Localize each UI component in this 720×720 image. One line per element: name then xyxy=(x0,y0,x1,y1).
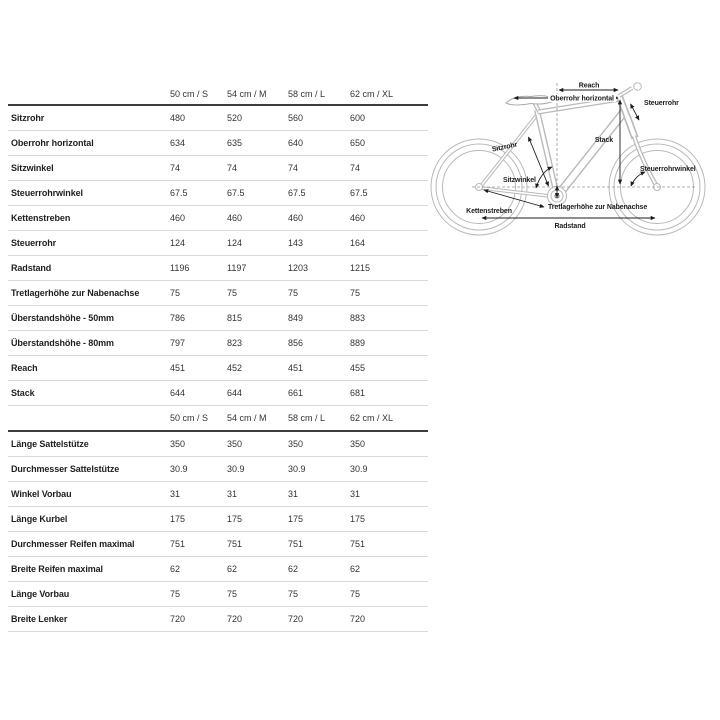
cell-value: 30.9 xyxy=(288,464,306,474)
cell-value: 164 xyxy=(350,238,366,248)
cell-value: 75 xyxy=(350,288,361,298)
cell-value: 124 xyxy=(227,238,243,248)
diagram-label-sitzwinkel: Sitzwinkel xyxy=(503,177,536,184)
cell-value: 350 xyxy=(170,439,186,449)
row-label: Tretlagerhöhe zur Nabenachse xyxy=(11,288,140,298)
cell-value: 815 xyxy=(227,313,243,323)
cell-value: 635 xyxy=(227,138,243,148)
diagram-label-radstand: Radstand xyxy=(554,223,586,230)
cell-value: 600 xyxy=(350,113,366,123)
diagram-label-tretlagerhoehe: Tretlagerhöhe zur Nabenachse xyxy=(548,204,648,211)
diagram-label-stack: Stack xyxy=(594,137,613,144)
cell-value: 350 xyxy=(227,439,243,449)
cell-value: 720 xyxy=(350,614,366,624)
cell-value: 30.9 xyxy=(227,464,245,474)
cell-value: 644 xyxy=(227,388,243,398)
cell-value: 124 xyxy=(170,238,186,248)
cell-value: 1196 xyxy=(170,263,190,273)
size-header-row xyxy=(8,406,428,432)
cell-value: 74 xyxy=(350,163,361,173)
table-row xyxy=(8,231,428,256)
cell-value: 751 xyxy=(350,539,366,549)
cell-value: 650 xyxy=(350,138,366,148)
diagram-label-steuerrohr: Steuerrohr xyxy=(644,100,679,107)
cell-value: 889 xyxy=(350,338,366,348)
cell-value: 451 xyxy=(170,363,186,373)
cell-value: 681 xyxy=(350,388,366,398)
table-row xyxy=(8,356,428,381)
cell-value: 661 xyxy=(288,388,304,398)
row-label: Überstandshöhe - 80mm xyxy=(11,338,114,348)
cell-value: 560 xyxy=(288,113,304,123)
table-row xyxy=(8,156,428,181)
cell-value: 883 xyxy=(350,313,366,323)
table-row xyxy=(8,181,428,206)
cell-value: 350 xyxy=(288,439,304,449)
row-label: Länge Vorbau xyxy=(11,589,70,599)
cell-value: 451 xyxy=(288,363,304,373)
table-row xyxy=(8,532,428,557)
diagram-label-kettenstreben: Kettenstreben xyxy=(466,208,512,215)
cell-value: 849 xyxy=(288,313,304,323)
cell-value: 175 xyxy=(227,514,243,524)
cell-value: 520 xyxy=(227,113,243,123)
cell-value: 452 xyxy=(227,363,243,373)
cell-value: 823 xyxy=(227,338,243,348)
size-column-header: 54 cm / M xyxy=(227,413,267,423)
table-row xyxy=(8,281,428,306)
row-label: Sitzrohr xyxy=(11,113,45,123)
diagram-label-steuerrohrwinkel: Steuerrohrwinkel xyxy=(640,166,696,173)
row-label: Kettenstreben xyxy=(11,213,71,223)
cell-value: 67.5 xyxy=(350,188,368,198)
cell-value: 31 xyxy=(350,489,361,499)
cell-value: 75 xyxy=(288,589,299,599)
cell-value: 786 xyxy=(170,313,186,323)
cell-value: 75 xyxy=(288,288,299,298)
cell-value: 30.9 xyxy=(350,464,368,474)
diagram-label-reach: Reach xyxy=(578,82,600,90)
cell-value: 31 xyxy=(170,489,181,499)
cell-value: 751 xyxy=(288,539,304,549)
cell-value: 460 xyxy=(227,213,243,223)
cell-value: 460 xyxy=(350,213,366,223)
cell-value: 67.5 xyxy=(288,188,306,198)
size-column-header: 50 cm / S xyxy=(170,88,209,99)
cell-value: 797 xyxy=(170,338,186,348)
cell-value: 634 xyxy=(170,138,186,148)
cell-value: 720 xyxy=(170,614,186,624)
size-column-header: 62 cm / XL xyxy=(350,413,394,423)
cell-value: 1203 xyxy=(288,263,309,273)
size-header-row xyxy=(8,83,428,106)
cell-value: 1197 xyxy=(227,263,247,273)
size-column-header: 62 cm / XL xyxy=(350,88,394,99)
table-row xyxy=(8,607,428,632)
geometry-table xyxy=(8,83,428,406)
table-row xyxy=(8,331,428,356)
cell-value: 350 xyxy=(350,439,366,449)
steuerrohrwinkel-arc xyxy=(631,172,645,186)
cell-value: 62 xyxy=(170,564,181,574)
table-row xyxy=(8,582,428,607)
row-label: Länge Kurbel xyxy=(11,514,68,524)
diagram-label-sitzrohr: Sitzrohr xyxy=(491,141,518,154)
cell-value: 640 xyxy=(288,138,304,148)
cell-value: 75 xyxy=(227,589,238,599)
table-row xyxy=(8,457,428,482)
table-row xyxy=(8,482,428,507)
table-row xyxy=(8,507,428,532)
bike-geometry-diagram xyxy=(428,66,720,242)
row-label: Durchmesser Sattelstütze xyxy=(11,464,120,474)
size-column-header: 50 cm / S xyxy=(170,413,209,423)
row-label: Steuerrohrwinkel xyxy=(11,188,83,198)
cell-value: 75 xyxy=(227,288,238,298)
cell-value: 67.5 xyxy=(227,188,245,198)
cell-value: 74 xyxy=(227,163,238,173)
cell-value: 31 xyxy=(227,489,238,499)
table-row xyxy=(8,557,428,582)
size-column-header: 54 cm / M xyxy=(227,88,267,99)
cell-value: 455 xyxy=(350,363,366,373)
cell-value: 720 xyxy=(288,614,304,624)
table-row xyxy=(8,206,428,231)
cell-value: 720 xyxy=(227,614,243,624)
cell-value: 31 xyxy=(288,489,299,499)
row-label: Reach xyxy=(11,363,38,373)
row-label: Steuerrohr xyxy=(11,238,57,248)
cell-value: 856 xyxy=(288,338,304,348)
row-label: Überstandshöhe - 50mm xyxy=(11,313,114,323)
cell-value: 62 xyxy=(350,564,361,574)
row-label: Durchmesser Reifen maximal xyxy=(11,539,135,549)
row-label: Stack xyxy=(11,388,35,398)
cell-value: 480 xyxy=(170,113,186,123)
cell-value: 75 xyxy=(170,589,181,599)
row-label: Radstand xyxy=(11,263,52,273)
cell-value: 67.5 xyxy=(170,188,188,198)
table-row xyxy=(8,131,428,156)
row-label: Sitzwinkel xyxy=(11,163,54,173)
table-row xyxy=(8,381,428,406)
cell-value: 175 xyxy=(350,514,366,524)
size-column-header: 58 cm / L xyxy=(288,413,326,423)
components-table xyxy=(8,406,428,632)
cell-value: 62 xyxy=(288,564,299,574)
diagram-label-oberrohr: Oberrohr horizontal xyxy=(550,95,614,103)
cell-value: 751 xyxy=(227,539,243,549)
steuerrohr-arrow xyxy=(631,104,640,120)
cell-value: 1215 xyxy=(350,263,371,273)
cell-value: 74 xyxy=(288,163,299,173)
cell-value: 175 xyxy=(288,514,304,524)
cell-value: 460 xyxy=(288,213,304,223)
cell-value: 75 xyxy=(170,288,181,298)
cell-value: 62 xyxy=(227,564,238,574)
cell-value: 30.9 xyxy=(170,464,188,474)
cell-value: 175 xyxy=(170,514,186,524)
cell-value: 644 xyxy=(170,388,186,398)
cell-value: 74 xyxy=(170,163,181,173)
row-label: Breite Lenker xyxy=(11,614,68,624)
cell-value: 751 xyxy=(170,539,186,549)
row-label: Breite Reifen maximal xyxy=(11,564,103,574)
cell-value: 143 xyxy=(288,238,304,248)
row-label: Winkel Vorbau xyxy=(11,489,72,499)
size-column-header: 58 cm / L xyxy=(288,88,326,99)
cell-value: 460 xyxy=(170,213,186,223)
table-row xyxy=(8,256,428,281)
table-row xyxy=(8,106,428,131)
table-row xyxy=(8,306,428,331)
table-row xyxy=(8,432,428,457)
row-label: Oberrohr horizontal xyxy=(11,138,94,148)
row-label: Länge Sattelstütze xyxy=(11,439,89,449)
cell-value: 75 xyxy=(350,589,361,599)
